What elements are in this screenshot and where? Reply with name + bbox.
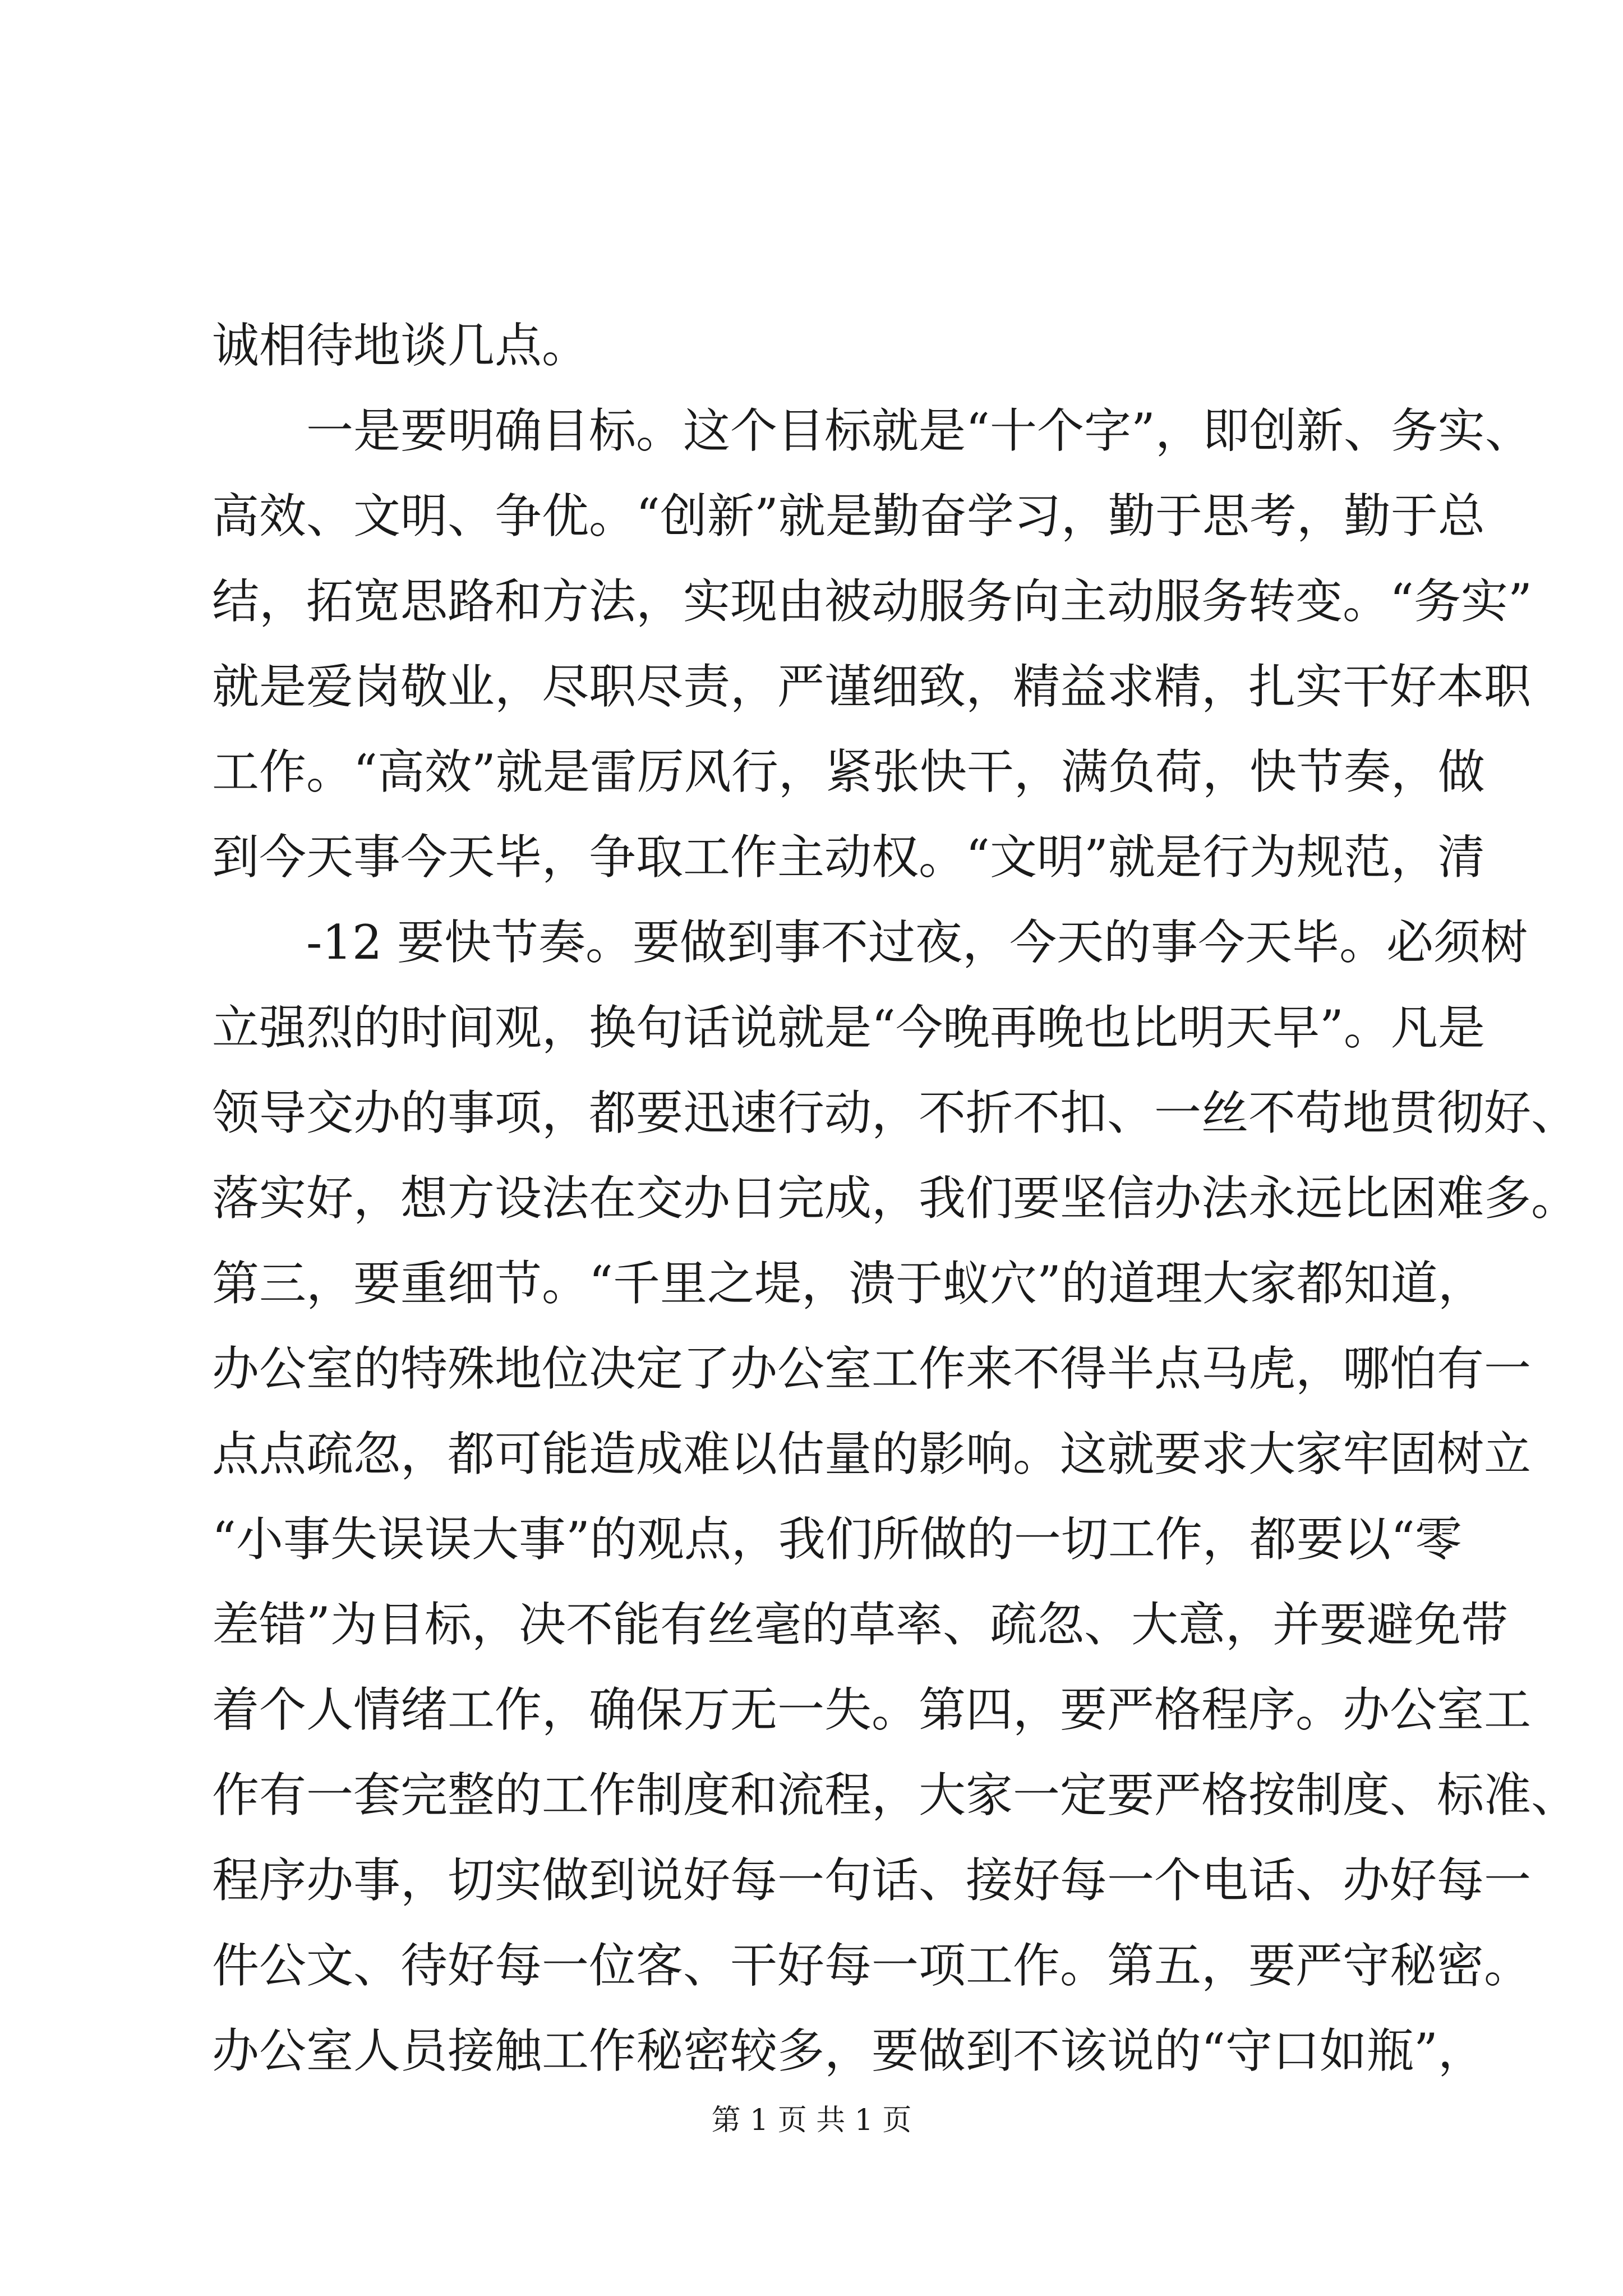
text-line: 工作。“高效”就是雷厉风行，紧张快干，满负荷，快节奏，做 xyxy=(212,744,1485,799)
text-line: 就是爱岗敬业，尽职尽责，严谨细致，精益求精，扎实干好本职 xyxy=(212,659,1532,714)
text-line: 点点疏忽，都可能造成难以估量的影响。这就要求大家牢固树立 xyxy=(212,1427,1532,1481)
text-line: 一是要明确目标。这个目标就是“十个字”，即创新、务实、 xyxy=(306,403,1532,458)
text-line: 落实好，想方设法在交办日完成，我们要坚信办法永远比困难多。 xyxy=(212,1171,1579,1226)
text-line: 件公文、待好每一位客、干好每一项工作。第五，要严守秘密。 xyxy=(212,1938,1532,1993)
text-line: 高效、文明、争优。“创新”就是勤奋学习，勤于思考，勤于总 xyxy=(212,489,1485,544)
text-line: 立强烈的时间观，换句话说就是“今晚再晚也比明天早”。凡是 xyxy=(212,1000,1485,1055)
text-line: 第三，要重细节。“千里之堤，溃于蚁穴”的道理大家都知道， xyxy=(212,1256,1485,1311)
text-line: 到今天事今天毕，争取工作主动权。“文明”就是行为规范，清 xyxy=(212,830,1485,885)
text-line: “小事失误误大事”的观点，我们所做的一切工作，都要以“零 xyxy=(212,1512,1462,1567)
text-line: 差错”为目标，决不能有丝毫的草率、疏忽、大意，并要避免带 xyxy=(212,1597,1508,1652)
page-number: 第 1 页 共 1 页 xyxy=(711,2104,912,2137)
text-line: -12 要快节奏。要做到事不过夜，今天的事今天毕。必须树 xyxy=(306,915,1528,970)
text-line: 办公室的特殊地位决定了办公室工作来不得半点马虎，哪怕有一 xyxy=(212,1341,1532,1396)
text-line: 诚相待地谈几点。 xyxy=(212,318,589,373)
text-line: 程序办事，切实做到说好每一句话、接好每一个电话、办好每一 xyxy=(212,1853,1532,1908)
text-line: 着个人情绪工作，确保万无一失。第四，要严格程序。办公室工 xyxy=(212,1682,1532,1737)
page-footer xyxy=(0,2098,1623,2143)
text-line: 领导交办的事项，都要迅速行动，不折不扣、一丝不苟地贯彻好、 xyxy=(212,1085,1579,1140)
text-line: 办公室人员接触工作秘密较多，要做到不该说的“守口如瓶”， xyxy=(212,2023,1485,2078)
body-text xyxy=(212,303,1579,2093)
text-line: 作有一套完整的工作制度和流程，大家一定要严格按制度、标准、 xyxy=(212,1768,1579,1823)
text-line: 结，拓宽思路和方法，实现由被动服务向主动服务转变。“务实” xyxy=(212,574,1532,629)
